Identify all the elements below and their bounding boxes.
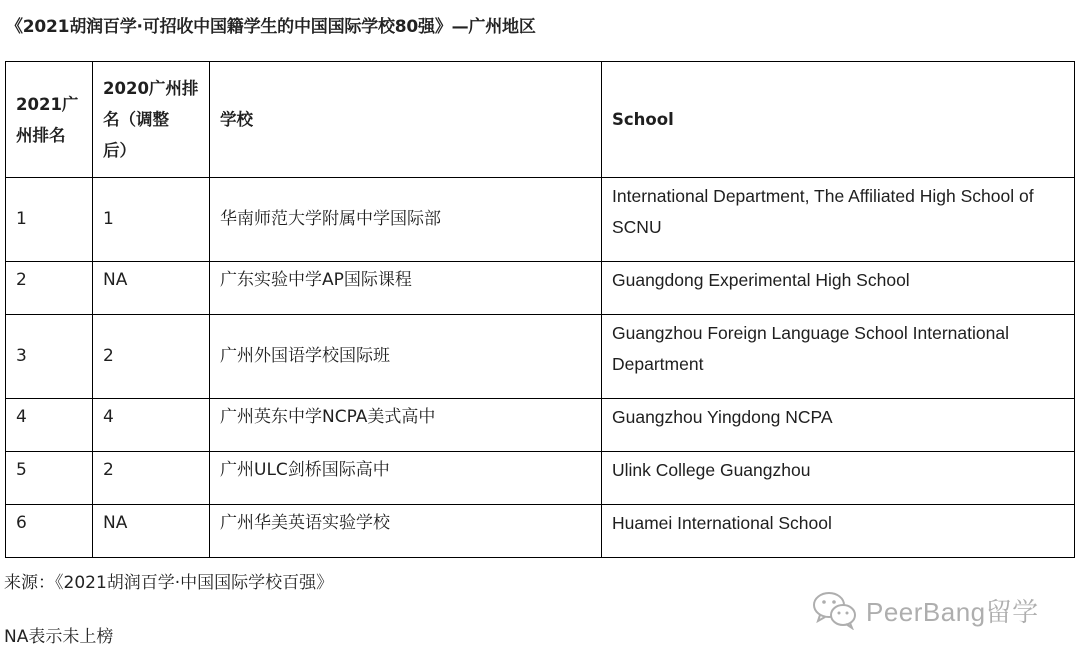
table-row (6, 452, 1075, 505)
cell-school-cn: 广州华美英语实验学校 (210, 505, 602, 558)
table-row (6, 262, 1075, 315)
cell-school-en: Guangzhou Foreign Language School International Department (602, 315, 1075, 399)
cell-rank-2020: NA (93, 262, 210, 315)
header-school-cn: 学校 (210, 62, 602, 178)
cell-school-en: Guangzhou Yingdong NCPA (602, 399, 1075, 452)
cell-school-en: Huamei International School (602, 505, 1075, 558)
table-row (6, 178, 1075, 262)
wechat-icon (812, 590, 858, 630)
header-rank-2021-line1: 2021广 (16, 94, 79, 114)
header-rank-2021 (6, 62, 93, 178)
table-row (6, 315, 1075, 399)
cell-school-cn: 广州英东中学NCPA美式高中 (210, 399, 602, 452)
cell-rank-2021: 3 (6, 315, 93, 399)
cell-school-cn: 广州外国语学校国际班 (210, 315, 602, 399)
table-row (6, 399, 1075, 452)
header-school-en: School (602, 62, 1075, 178)
cell-rank-2020: 1 (93, 178, 210, 262)
cell-rank-2021: 4 (6, 399, 93, 452)
page-title: 《2021胡润百学·可招收中国籍学生的中国国际学校80强》—广州地区 (6, 17, 536, 37)
header-rank-2021-line2: 州排名 (16, 125, 66, 145)
cell-school-en: International Department, The Affiliated High School of SCNU (602, 178, 1075, 262)
cell-rank-2021: 1 (6, 178, 93, 262)
cell-school-en: Guangdong Experimental High School (602, 262, 1075, 315)
header-rank-2020-line2: 名（调整 (103, 110, 169, 129)
watermark-text: PeerBang留学 (866, 596, 1039, 627)
cell-school-cn: 广州ULC剑桥国际高中 (210, 452, 602, 505)
header-rank-2020-line3: 后） (103, 141, 136, 160)
cell-rank-2020: 2 (93, 315, 210, 399)
source-note: 来源：《2021胡润百学·中国国际学校百强》 (4, 573, 334, 593)
cell-school-cn: 华南师范大学附属中学国际部 (210, 178, 602, 262)
cell-school-en: Ulink College Guangzhou (602, 452, 1075, 505)
watermark (812, 590, 1039, 630)
table-header-row (6, 62, 1075, 178)
na-note: NA表示未上榜 (4, 627, 114, 647)
cell-rank-2021: 6 (6, 505, 93, 558)
cell-rank-2020: 2 (93, 452, 210, 505)
cell-school-cn: 广东实验中学AP国际课程 (210, 262, 602, 315)
cell-rank-2020: NA (93, 505, 210, 558)
header-rank-2020 (93, 62, 210, 178)
cell-rank-2021: 5 (6, 452, 93, 505)
cell-rank-2021: 2 (6, 262, 93, 315)
ranking-table (5, 61, 1075, 558)
table-row (6, 505, 1075, 558)
cell-rank-2020: 4 (93, 399, 210, 452)
header-rank-2020-line1: 2020广州排 (103, 79, 199, 98)
